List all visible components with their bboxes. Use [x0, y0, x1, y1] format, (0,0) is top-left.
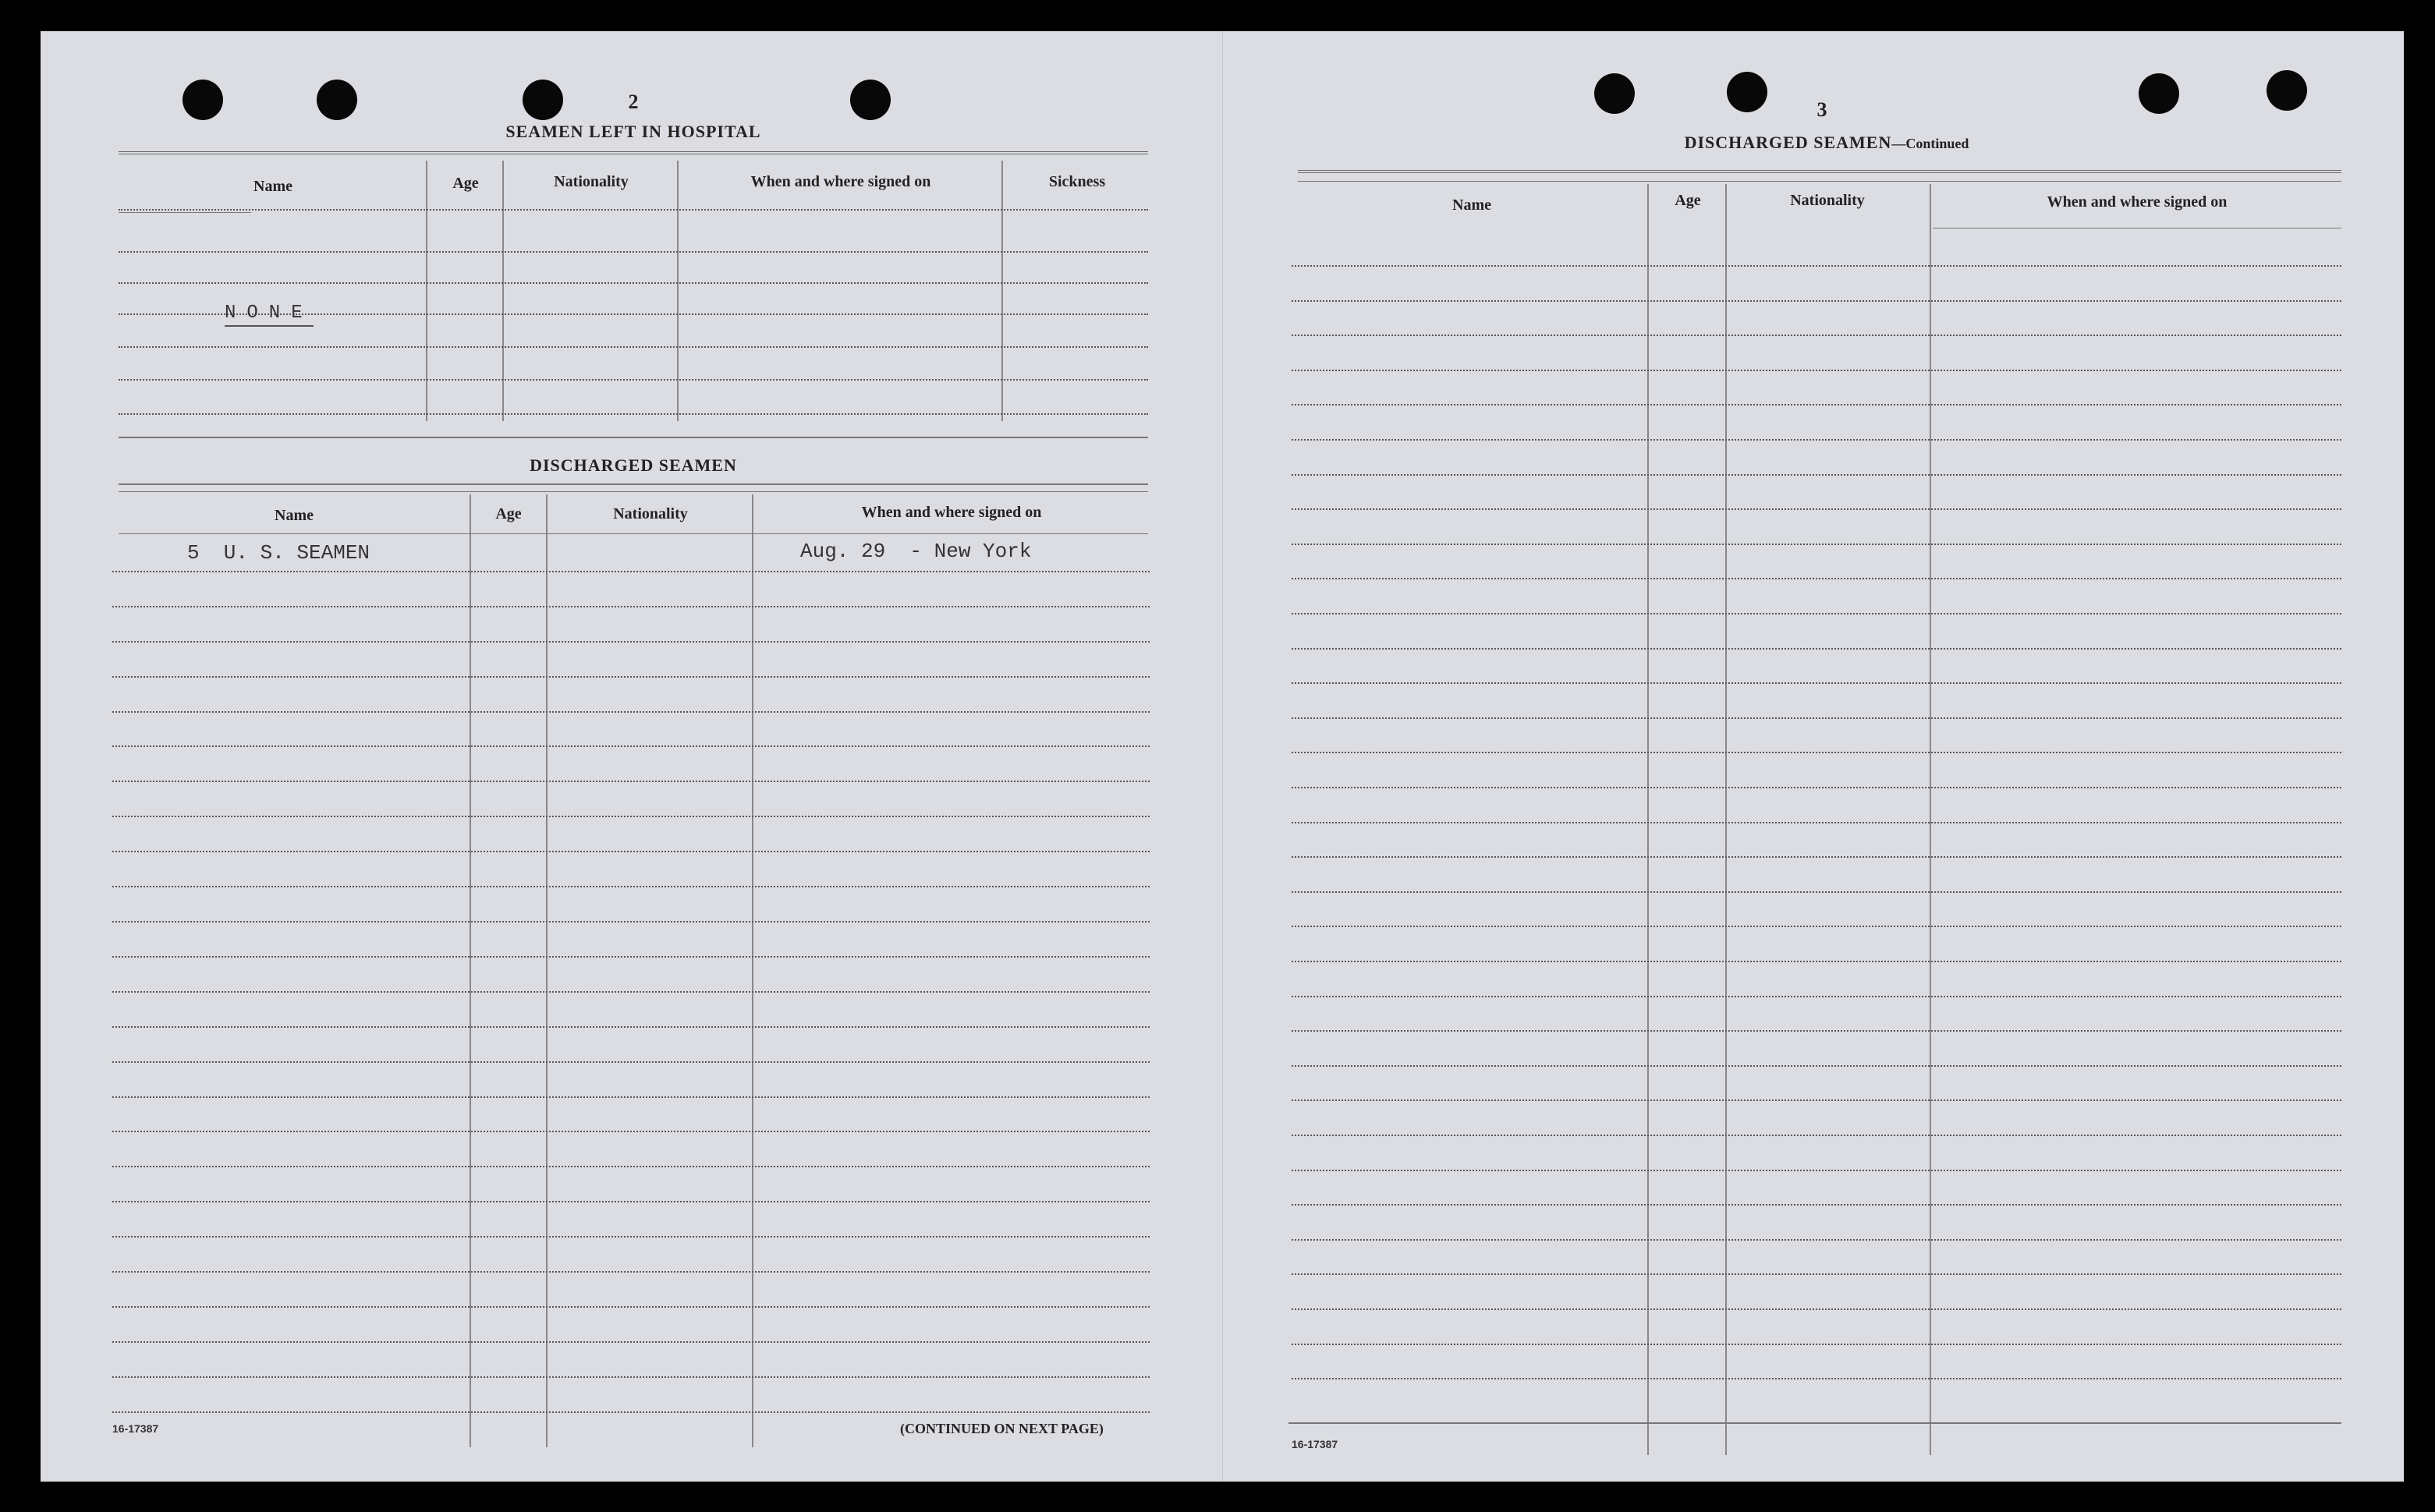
ruled-line	[1292, 370, 2341, 371]
ruled-line	[1292, 578, 2341, 579]
form-number-left: 16-17387	[112, 1422, 159, 1435]
hospital-row-line	[119, 379, 1148, 381]
ruled-line	[112, 921, 1150, 922]
ruled-line	[112, 1166, 1150, 1167]
right-top-rule-2	[1298, 181, 2341, 182]
ruled-line	[112, 1131, 1150, 1132]
discharged-col-age: Age	[495, 505, 522, 522]
ruled-line	[1292, 856, 2341, 858]
ruled-line	[1292, 1065, 2341, 1067]
punch-hole	[523, 80, 563, 120]
page-number-right: 3	[1817, 98, 1827, 121]
ruled-line	[1292, 891, 2341, 893]
continued-suffix: —Continued	[1891, 136, 1969, 151]
discharged-top-rule-2	[119, 491, 1148, 492]
hospital-row-line	[119, 413, 1148, 415]
punch-hole	[1727, 72, 1767, 112]
form-number-right: 16-17387	[1292, 1438, 1338, 1450]
hospital-row-line	[119, 209, 1148, 211]
hospital-none-entry: NONE	[225, 303, 314, 327]
ruled-line	[112, 1201, 1150, 1202]
hospital-col-divider	[677, 161, 679, 421]
discharged-col-divider	[546, 494, 548, 1447]
ruled-line	[1292, 787, 2341, 788]
ruled-line	[112, 641, 1150, 643]
ruled-line	[112, 1026, 1150, 1028]
ruled-line	[112, 1376, 1150, 1378]
ruled-line	[1292, 613, 2341, 614]
right-col-age: Age	[1675, 192, 1701, 209]
ruled-line	[1292, 648, 2341, 650]
ruled-line	[112, 1061, 1150, 1063]
ruled-line	[1292, 1273, 2341, 1275]
discharged-top-rule	[119, 483, 1148, 485]
ruled-line	[112, 1096, 1150, 1098]
ruled-line	[112, 1341, 1150, 1343]
ruled-line	[1292, 404, 2341, 405]
ruled-line	[112, 711, 1150, 713]
hospital-col-divider	[426, 161, 427, 421]
ruled-line	[1292, 544, 2341, 545]
right-top-rule	[1298, 170, 2341, 173]
ruled-line	[112, 956, 1150, 958]
discharged-section-title: DISCHARGED SEAMEN	[530, 455, 737, 475]
discharged-continued-title	[1600, 133, 2053, 153]
punch-hole	[850, 80, 891, 120]
ruled-line	[1292, 961, 2341, 962]
ruled-line	[1292, 1344, 2341, 1345]
ruled-line	[1292, 508, 2341, 510]
hospital-row-line	[119, 282, 1148, 284]
hospital-row-line	[119, 251, 1148, 253]
ruled-line	[112, 1236, 1150, 1238]
punch-hole	[317, 80, 357, 120]
ruled-line	[1292, 474, 2341, 476]
right-bottom-rule	[1288, 1422, 2341, 1424]
ledger-page-spread	[41, 31, 2404, 1482]
discharged-col-divider	[752, 494, 753, 1447]
ruled-line	[1292, 996, 2341, 997]
ruled-line	[1292, 1308, 2341, 1310]
hospital-section-title: SEAMEN LEFT IN HOSPITAL	[505, 122, 761, 141]
discharged-col-signed-on: When and where signed on	[861, 504, 1042, 521]
punch-hole	[2267, 70, 2307, 111]
ruled-line	[1292, 335, 2341, 336]
continued-note: (CONTINUED ON NEXT PAGE)	[900, 1421, 1104, 1436]
ruled-line	[112, 851, 1150, 852]
ruled-line	[112, 886, 1150, 887]
right-col-divider	[1930, 184, 1931, 1455]
ruled-line	[1292, 1170, 2341, 1171]
hospital-col-age: Age	[452, 175, 479, 192]
hospital-col-signed-on: When and where signed on	[750, 173, 931, 190]
ruled-line	[1292, 1135, 2341, 1136]
ruled-line	[1292, 1378, 2341, 1379]
punch-hole	[183, 80, 223, 120]
hospital-col-nationality: Nationality	[554, 173, 629, 190]
hospital-row-line	[119, 346, 1148, 348]
ruled-line	[1292, 717, 2341, 719]
discharged-col-nationality: Nationality	[613, 505, 688, 522]
ruled-line	[112, 1411, 1150, 1413]
page-number-left: 2	[628, 90, 639, 113]
hospital-top-rule	[119, 151, 1148, 154]
right-col-divider	[1647, 184, 1649, 1455]
ruled-line	[112, 991, 1150, 993]
ruled-line	[112, 571, 1150, 572]
ruled-line	[1292, 682, 2341, 684]
discharged-header-rule	[119, 533, 1148, 534]
ruled-line	[112, 1306, 1150, 1308]
hospital-name-underline	[119, 212, 251, 213]
hospital-col-divider	[1001, 161, 1003, 421]
ruled-line	[1292, 926, 2341, 927]
discharged-row-name: 5 U. S. SEAMEN	[187, 541, 370, 565]
punch-hole	[1594, 73, 1635, 114]
discharged-row-signed-on: Aug. 29 - New York	[800, 540, 1032, 563]
ruled-line	[1292, 439, 2341, 441]
ruled-line	[1292, 265, 2341, 267]
hospital-col-divider	[502, 161, 504, 421]
ruled-line	[1292, 752, 2341, 753]
ruled-line	[1292, 1099, 2341, 1101]
ruled-line	[112, 781, 1150, 782]
ruled-line	[1292, 300, 2341, 302]
ruled-line	[1292, 822, 2341, 823]
ruled-line	[112, 676, 1150, 678]
ruled-line	[1292, 1030, 2341, 1032]
discharged-col-name: Name	[275, 507, 314, 524]
hospital-col-name: Name	[253, 178, 292, 195]
right-col-signed-on: When and where signed on	[2047, 193, 2228, 211]
ruled-line	[112, 606, 1150, 607]
right-col-name: Name	[1452, 197, 1491, 214]
right-col-divider	[1725, 184, 1727, 1455]
hospital-bottom-rule	[119, 437, 1148, 438]
punch-hole	[2139, 73, 2179, 114]
hospital-col-sickness: Sickness	[1048, 173, 1106, 190]
center-fold	[1222, 31, 1223, 1482]
ruled-line	[1292, 1239, 2341, 1241]
discharged-col-divider	[470, 494, 471, 1447]
ruled-line	[112, 745, 1150, 747]
ruled-line	[1292, 1204, 2341, 1206]
ruled-line	[112, 816, 1150, 817]
right-col-nationality: Nationality	[1790, 192, 1865, 209]
discharged-continued-title-main: DISCHARGED SEAMEN	[1684, 133, 1892, 152]
ruled-line	[112, 1271, 1150, 1273]
